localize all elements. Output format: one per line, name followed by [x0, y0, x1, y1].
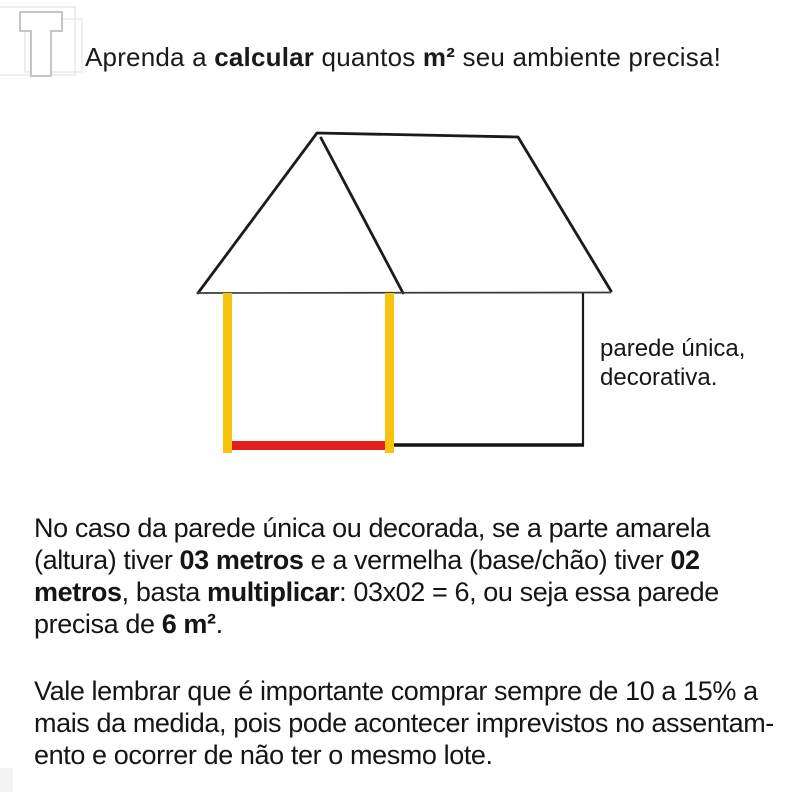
tip-paragraph: Vale lembrar que é importante comprar sempre de 10 a 15% a mais da medida, pois pode acontecer imprevistos no assentam- ento e ocorrer de não ter o mesmo lote.: [34, 676, 774, 770]
yellow-height-line-left: [223, 293, 232, 453]
cropped-corner-mark: [0, 768, 13, 792]
yellow-height-line-right: [385, 293, 394, 453]
explanation-paragraph: No caso da parede única ou decorada, se a parte amarela (altura) tiver 03 metros e a vermelha (base/chão) tiver 02 metros, basta multiplicar: 03x02 = 6, ou seja essa parede precisa de 6 m².: [34, 513, 719, 639]
wall-label: parede única, decorativa.: [600, 335, 746, 391]
eave-line: [197, 293, 611, 294]
brand-logo: [0, 0, 92, 92]
headline: Aprenda a calcular quantos m² seu ambiente precisa!: [85, 42, 722, 72]
red-base-line: [228, 441, 390, 450]
roof-outline: [198, 133, 611, 293]
inner-roof-line: [321, 138, 403, 293]
logo-t-icon: [20, 12, 62, 76]
